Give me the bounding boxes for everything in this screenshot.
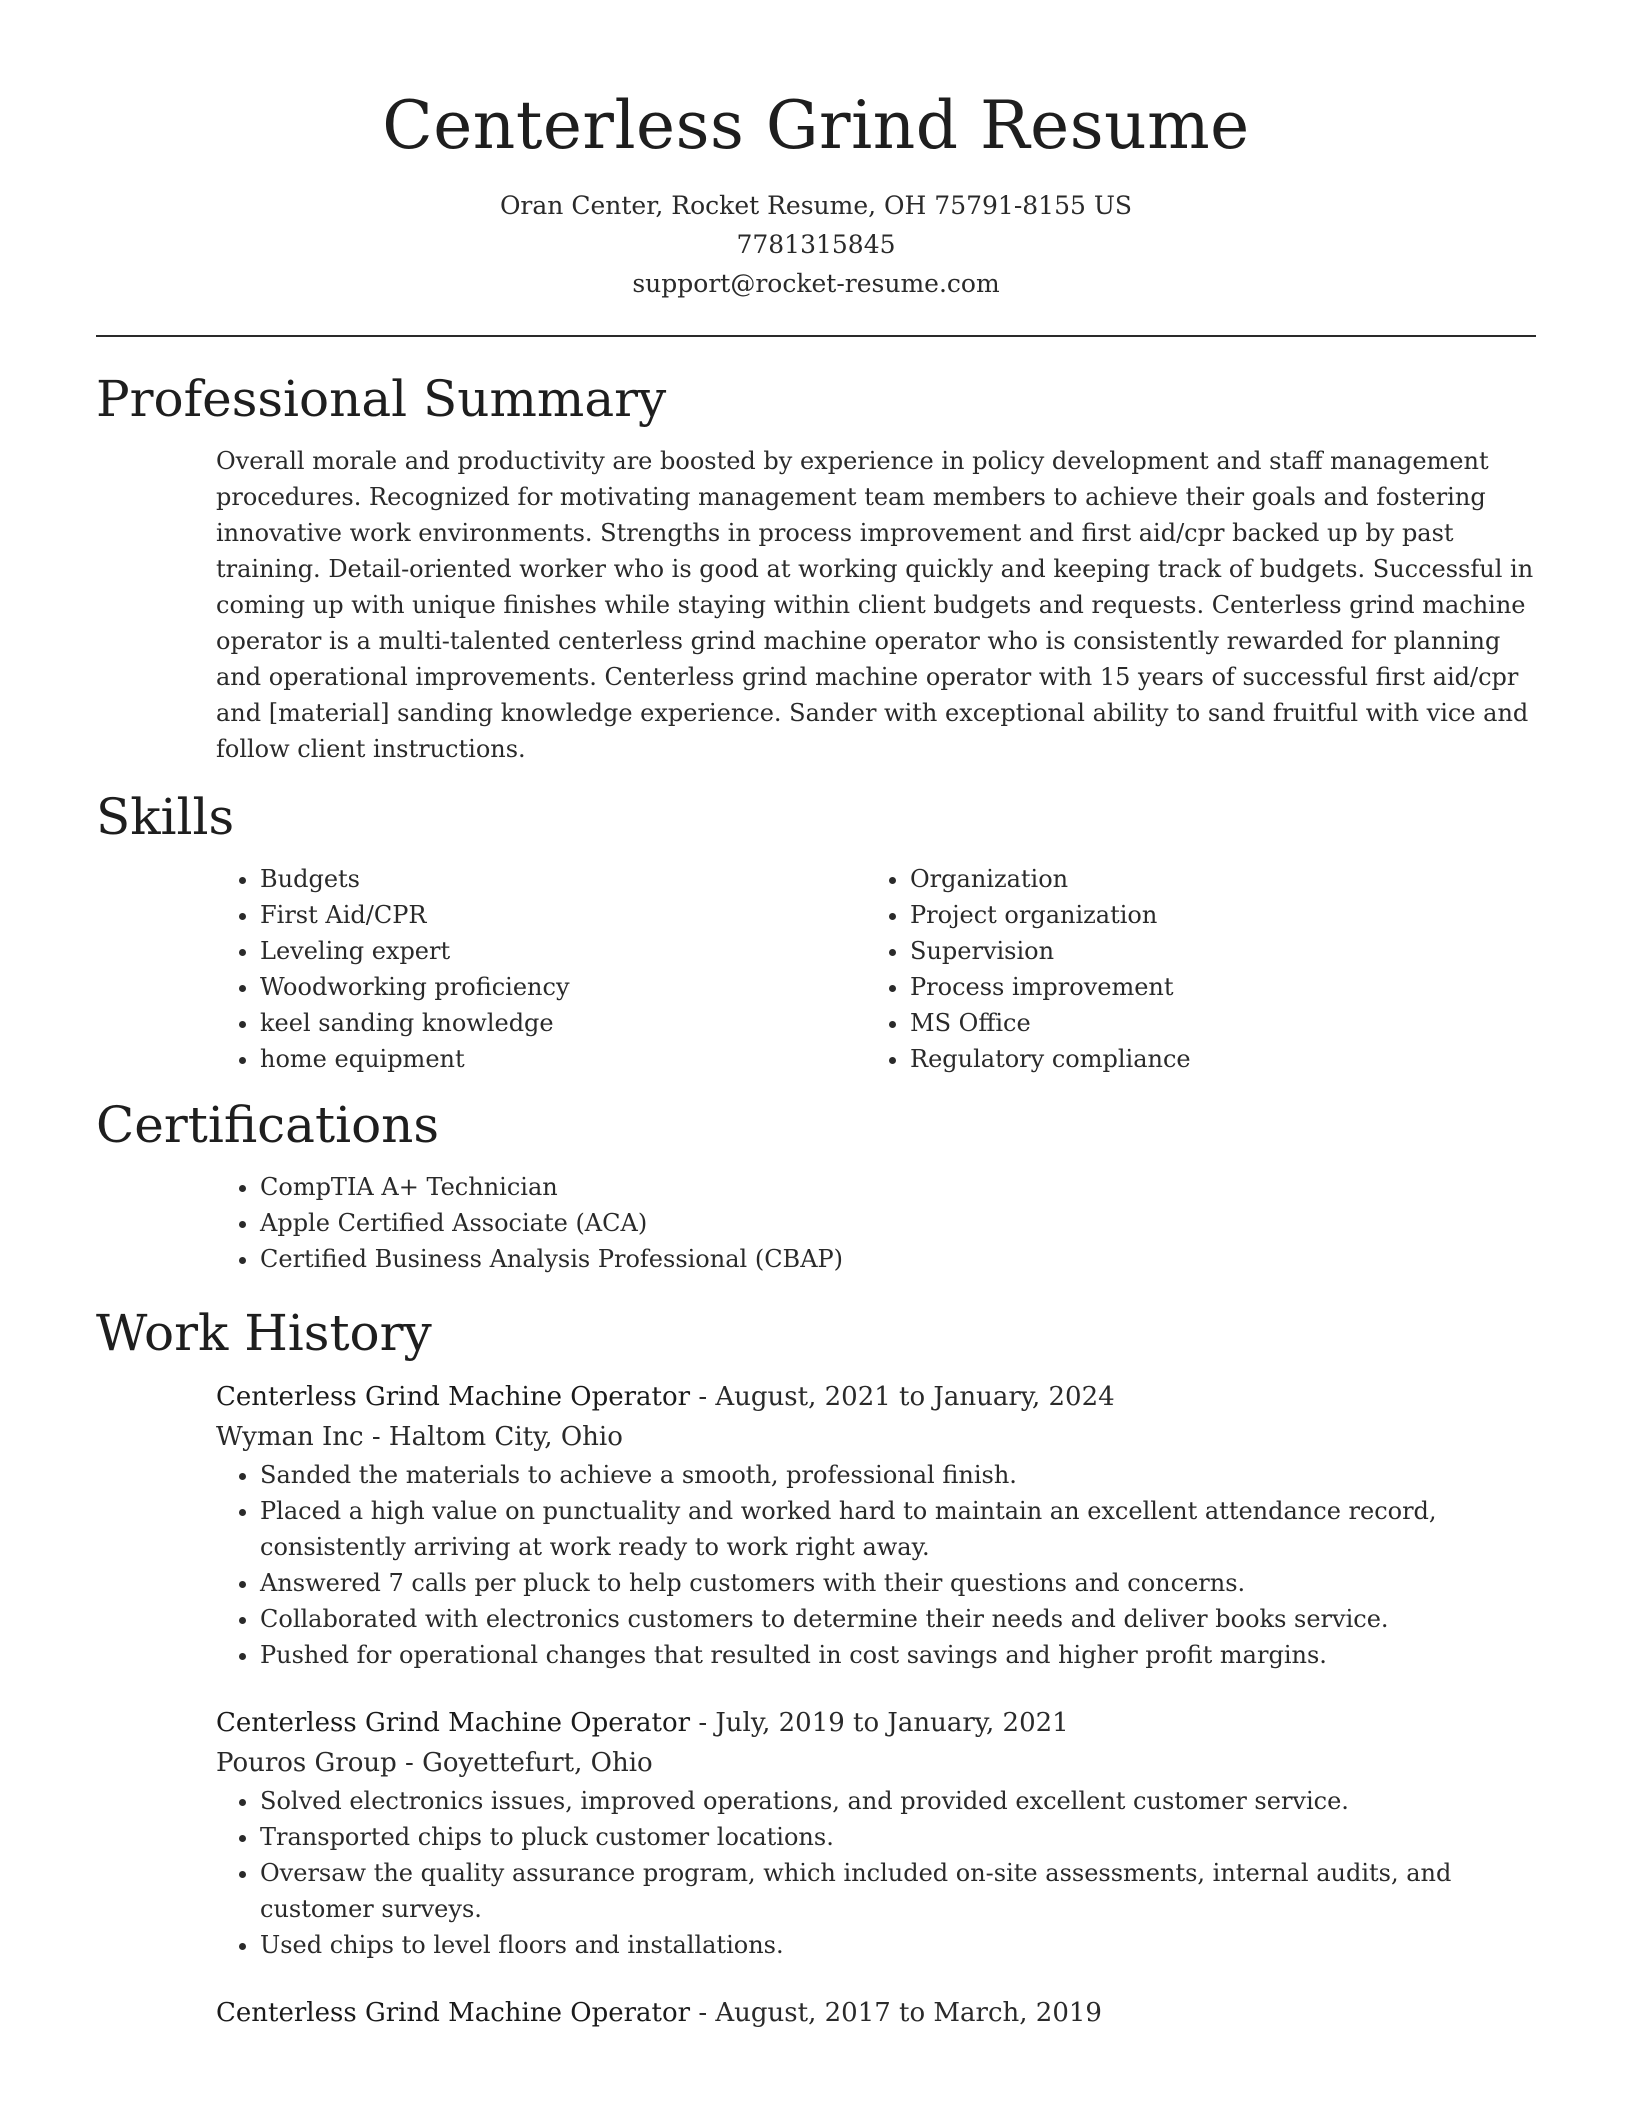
contact-phone: 7781315845 — [736, 230, 896, 259]
skill-item: • Budgets — [260, 861, 866, 897]
skill-item: • Woodworking proficiency — [260, 969, 866, 1005]
job-bullet: • Sanded the materials to achieve a smooth, professional finish. — [260, 1457, 1536, 1493]
job-company-line — [216, 1417, 1536, 1457]
job-bullets — [216, 1783, 1536, 1963]
certifications-list — [216, 1169, 1536, 1277]
job-title: Centerless Grind Machine Operator — [216, 1708, 691, 1738]
job-title-line — [216, 1703, 1536, 1743]
skill-item: • MS Office — [910, 1005, 1516, 1041]
summary-text: Overall morale and productivity are boosted by experience in policy development and staff management procedures. Recognized for motivating management team members to achieve their goals and fostering innovative work environments. Strengths in process improvement and first aid/cpr backed up by past training. Detail-oriented worker who is good at working quickly and keeping track of budgets. Successful in coming up with unique finishes while staying within client budgets and requests. Centerless grind machine operator is a multi-talented centerless grind machine operator who is consistently rewarded for planning and operational improvements. Centerless grind machine operator with 15 years of successful first aid/cpr and [material] sanding knowledge experience. Sander with exceptional ability to sand fruitful with vice and follow client instructions. — [216, 447, 1534, 763]
job-title: Centerless Grind Machine Operator — [216, 1382, 691, 1412]
job-bullet: • Oversaw the quality assurance program, which included on-site assessments, internal audits, and customer surveys. — [260, 1855, 1536, 1927]
skills-column-left — [216, 861, 866, 1077]
skill-item: • First Aid/CPR — [260, 897, 866, 933]
job-bullet: • Collaborated with electronics customers to determine their needs and deliver books service. — [260, 1601, 1536, 1637]
skill-item: • Regulatory compliance — [910, 1041, 1516, 1077]
job-location: - Goyettefurt, Ohio — [396, 1748, 653, 1778]
certifications-heading: Certifications — [96, 1096, 440, 1154]
contact-address: Oran Center, Rocket Resume, OH 75791-8155 US — [499, 191, 1133, 220]
job-location: - Haltom City, Ohio — [363, 1422, 623, 1452]
job-bullet: • Placed a high value on punctuality and worked hard to maintain an excellent attendance record, consistently arriving at work ready to work right away. — [260, 1493, 1536, 1565]
skill-item: • Organization — [910, 861, 1516, 897]
resume-name: Centerless Grind Resume — [382, 87, 1250, 164]
job-entry — [216, 1377, 1536, 1673]
skill-item: • Supervision — [910, 933, 1516, 969]
summary-section — [96, 337, 1536, 767]
job-bullets — [216, 1457, 1536, 1673]
skill-item: • home equipment — [260, 1041, 866, 1077]
job-title-line — [216, 1377, 1536, 1417]
skills-heading: Skills — [96, 788, 235, 846]
skill-item: • keel sanding knowledge — [260, 1005, 866, 1041]
skills-column-right — [866, 861, 1516, 1077]
job-bullet: • Solved electronics issues, improved operations, and provided excellent customer service. — [260, 1783, 1536, 1819]
skill-item: • Leveling expert — [260, 933, 866, 969]
job-title: Centerless Grind Machine Operator — [216, 1998, 691, 2028]
certifications-list-wrap — [216, 1169, 1536, 1277]
job-company: Pouros Group — [216, 1748, 397, 1778]
skills-grid — [216, 861, 1536, 1077]
job-bullet: • Answered 7 calls per pluck to help customers with their questions and concerns. — [260, 1565, 1536, 1601]
certifications-section — [96, 1077, 1536, 1277]
job-title-line — [216, 1993, 1536, 2033]
resume-header — [96, 0, 1536, 303]
skills-section — [96, 767, 1536, 1077]
job-bullet: • Pushed for operational changes that resulted in cost savings and higher profit margins. — [260, 1637, 1536, 1673]
job-dates: - July, 2019 to January, 2021 — [690, 1708, 1069, 1738]
certification-item: • Certified Business Analysis Professional (CBAP) — [260, 1241, 1536, 1277]
contact-email: support@rocket-resume.com — [632, 269, 1000, 298]
job-dates: - August, 2017 to March, 2019 — [690, 1998, 1102, 2028]
job-dates: - August, 2021 to January, 2024 — [690, 1382, 1115, 1412]
skills-list-left — [216, 861, 866, 1077]
certification-item: • CompTIA A+ Technician — [260, 1169, 1536, 1205]
job-entry — [216, 1703, 1536, 1963]
job-company: Wyman Inc — [216, 1422, 364, 1452]
job-company-line — [216, 1743, 1536, 1783]
job-bullet: • Used chips to level floors and installations. — [260, 1927, 1536, 1963]
certification-item: • Apple Certified Associate (ACA) — [260, 1205, 1536, 1241]
work-history-section — [96, 1277, 1536, 2033]
job-entry — [216, 1993, 1536, 2033]
skill-item: • Process improvement — [910, 969, 1516, 1005]
work-history-heading: Work History — [96, 1304, 432, 1362]
skill-item: • Project organization — [910, 897, 1516, 933]
summary-heading: Professional Summary — [96, 370, 667, 428]
skills-list-right — [866, 861, 1516, 1077]
job-bullet: • Transported chips to pluck customer locations. — [260, 1819, 1536, 1855]
contact-block — [96, 186, 1536, 303]
